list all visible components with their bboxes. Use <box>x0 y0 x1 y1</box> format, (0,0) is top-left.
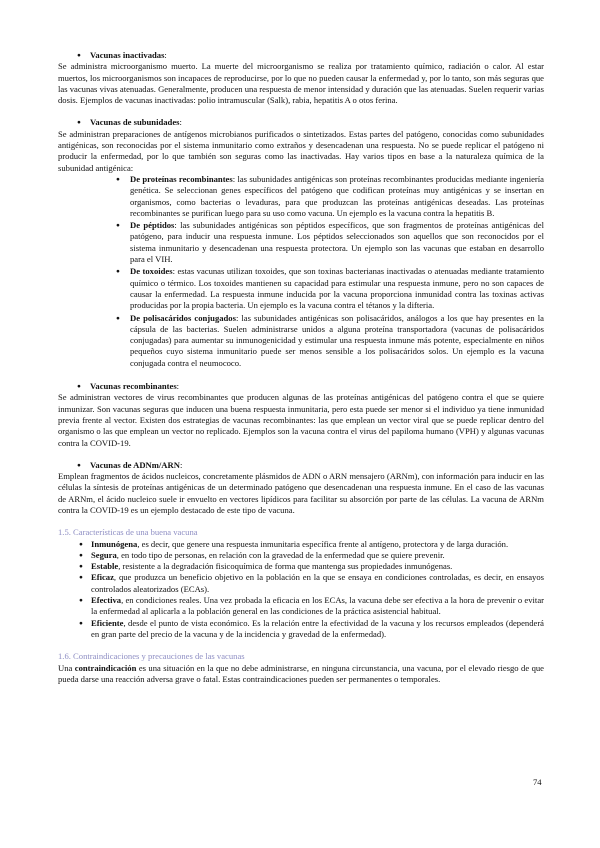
section-15-title: 1.5. Características de una buena vacuna <box>58 527 198 538</box>
document-page <box>58 50 544 685</box>
vaccine-characteristics-list <box>58 539 544 641</box>
contraindication-paragraph: Una contraindicación es una situación en la que no debe administrarse, en ninguna circunstancia, una vacuna, por el elevado riesgo de que pueda darse una reacción adversa grave o fatal. Estas contraindicaciones pueden ser permanentes o temporales. <box>58 662 544 684</box>
subunit-body: Se administran preparaciones de antígenos microbianos purificados o sintetizados. Estas partes del patógeno, conocidas como subunidades antigénicas, son reconocidas por el sistema inmunitario como extraños y desencadenan una respuesta. No se puede replicar el patógeno ni producir la enfermedad, por lo que también son seguras como las inactivadas. Hay varios tipos en base a la naturaleza química de la subunidad antigénica: <box>58 128 544 173</box>
characteristic-item: ● Eficiente, desde el punto de vista económico. Es la relación entre la efectividad de la vacuna y los recursos empleados (dependerá en gran parte del precio de la vacuna y de la incidencia y gravedad de la enfermedad). <box>91 618 544 641</box>
recombinant-body: Se administran vectores de virus recombinantes que producen algunas de las proteínas antigénicas del patógeno contra el que se quiere inmunizar. Son vacunas seguras que inducen una buena respuesta inmunitaria, pero esta puede ser menor si el individuo ya tiene inmunidad previa frente al vector. Existen dos estrategias de vacunas recombinantes: las que emplean un vector viral que se puede replicar dentro del organismo o las que emplean un vector no replicado. Ejemplos son la vacuna contra el virus del papiloma humano (VPH) y algunas vacunas contra la COVID-19. <box>58 392 544 448</box>
characteristic-item: ● Inmunógena, es decir, que genere una respuesta inmunitaria específica frente al antígeno, protectora y de larga duración. <box>91 539 544 550</box>
inactivated-heading: ● Vacunas inactivadas: <box>58 50 544 61</box>
subunit-type-item: ● De polisacáridos conjugados: las subunidades antigénicas son polisacáridos, análogos a los que hay presentes en la cápsula de las bacterias. Suelen administrarse unidos a alguna proteína transportadora (vacunas de polisacáridos conjugadas) para aumentar su inmunogenicidad y estimular una respuesta inmune más potente, especialmente en niños pequeños cuyo sistema inmunitario puede ser menos sensible a los polisacáridos solos. Un ejemplo es la vacuna conjugada contra el neumococo. <box>130 313 544 369</box>
recombinant-heading: ● Vacunas recombinantes: <box>58 381 544 392</box>
subunit-type-item: ● De toxoides: estas vacunas utilizan toxoides, que son toxinas bacterianas inactivadas o atenuadas mediante tratamiento químico o térmico. Los toxoides mantienen su capacidad para estimular una respuesta inmune, pero no son capaces de causar la enfermedad. La respuesta inmune inducida por la vacuna proporciona inmunidad contra las toxinas activas producidas por la propia bacteria. Un ejemplo es la vacuna contra el tétanos y la difteria. <box>130 266 544 311</box>
subunit-type-item: ● De proteínas recombinantes: las subunidades antigénicas son proteínas recombinantes producidas mediante ingeniería genética. Se seleccionan genes específicos del patógeno que codifican proteínas muy antigénicas y se insertan en organismos, como bacterias o levaduras, para que produzcan las proteínas antigénicas deseadas. Las proteínas recombinantes se purifican luego para su uso como vacuna. Un ejemplo es la vacuna contra la hepatitis B. <box>130 174 544 219</box>
section-16-title: 1.6. Contraindicaciones y precauciones de las vacunas <box>58 651 245 662</box>
characteristic-item: ● Estable, resistente a la degradación fisicoquímica de forma que mantenga sus propiedades inmunógenas. <box>91 561 544 572</box>
characteristic-item: ● Eficaz, que produzca un beneficio objetivo en la población en la que se ensaya en condiciones controladas, es decir, en ensayos controlados aleatorizados (ECAs). <box>91 572 544 595</box>
subunit-heading: ● Vacunas de subunidades: <box>58 117 544 128</box>
characteristic-item: ● Efectiva, en condiciones reales. Una vez probada la eficacia en los ECAs, la vacuna debe ser efectiva a la hora de prevenir o evitar la enfermedad al aplicarla a la población general en las condiciones de la práctica asistencial habitual. <box>91 595 544 618</box>
subunit-type-item: ● De péptidos: las subunidades antigénicas son péptidos específicos, que son fragmentos de proteínas antigénicas del patógeno, para inducir una respuesta inmune. Los péptidos seleccionados son aquellos que son reconocidos por el sistema inmunitario y desencadenan una respuesta protectora. Un ejemplo son las vacunas que estaban en desarrollo para el VIH. <box>130 220 544 265</box>
inactivated-body: Se administra microorganismo muerto. La muerte del microorganismo se realiza por tratamiento químico, radiación o calor. Al estar muertos, los microorganismos son incapaces de reproducirse, por lo que no pueden causar la enfermedad y, por lo tanto, son más seguras que las vacunas vivas atenuadas. Generalmente, producen una respuesta de menor intensidad y duración que las atenuadas. Suelen requerir varias dosis. Ejemplos de vacunas inactivadas: polio intramuscular (Salk), rabia, hepatitis A o otos ferina. <box>58 61 544 106</box>
mrna-heading: ● Vacunas de ADNm/ARN: <box>58 460 544 471</box>
mrna-body: Emplean fragmentos de ácidos nucleicos, concretamente plásmidos de ADN o ARN mensajero (ARNm), con información para inducir en las células la síntesis de proteínas antigénicas de un determinado patógeno que desencadenan una respuesta inmune. En el caso de las vacunas de ARNm, el ácido nucleico suele ir envuelto en vectores lipídicos para facilitar su absorción por parte de las células. La vacuna de ARNm contra la COVID-19 es un ejemplo destacado de este tipo de vacuna. <box>58 471 544 515</box>
page-number: 74 <box>533 777 542 787</box>
subunit-types-list <box>58 174 544 369</box>
characteristic-item: ● Segura, en todo tipo de personas, en relación con la gravedad de la enfermedad que se quiere prevenir. <box>91 550 544 561</box>
